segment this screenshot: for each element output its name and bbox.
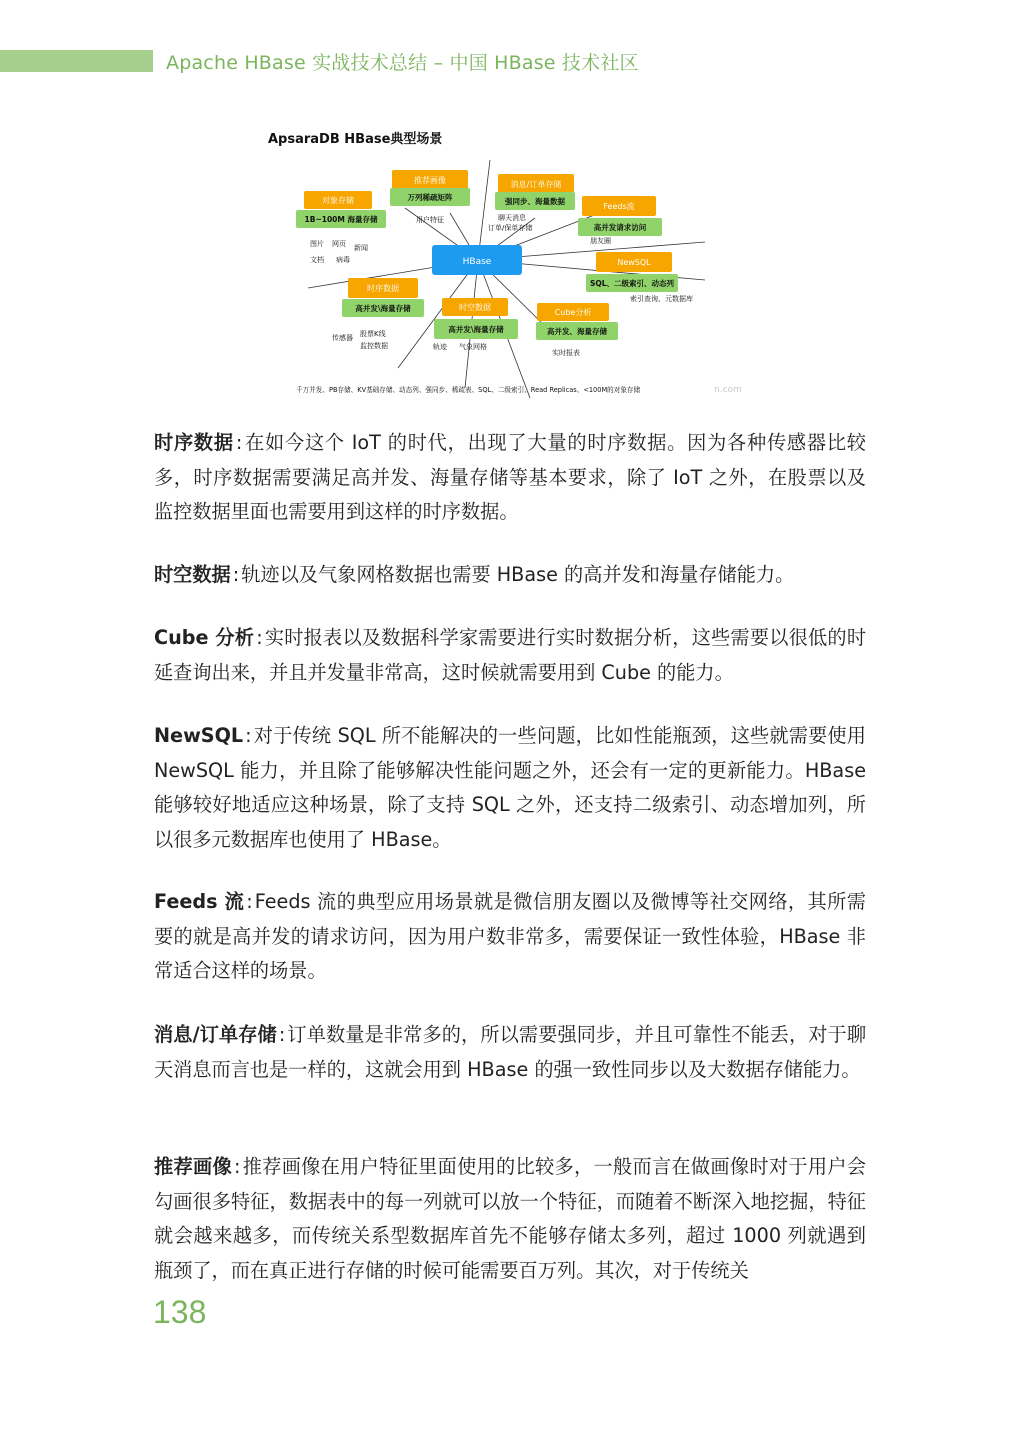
header-accent-bar (0, 50, 153, 72)
svg-text:文档: 文档 (310, 256, 324, 264)
term-recommend: 推荐画像 (154, 1155, 232, 1178)
svg-text:索引查询、元数据库: 索引查询、元数据库 (630, 295, 693, 303)
svg-text:股票K线: 股票K线 (360, 330, 386, 338)
paragraph-feeds: Feeds 流 : Feeds 流的典型应用场景就是微信朋友圈以及微博等社交网络，其所需要的就是高并发的请求访问，因为用户数非常多，需要保证一致性体验，HBase 非常适合这样的场景。 (154, 890, 866, 982)
svg-text:轨迹: 轨迹 (433, 343, 447, 351)
term-spatiotemporal: 时空数据 (154, 563, 231, 586)
svg-text:高并发\海量存储: 高并发\海量存储 (448, 325, 504, 334)
text-feeds: Feeds 流的典型应用场景就是微信朋友圈以及微博等社交网络，其所需要的就是高并发的请求访问，因为用户数非常多，需要保证一致性体验，HBase 非常适合这样的场景。 (154, 890, 866, 982)
svg-text:高并发、海量存储: 高并发、海量存储 (547, 327, 607, 336)
page-number: 138 (153, 1294, 207, 1330)
svg-text:传感器: 传感器 (332, 334, 353, 342)
text-recommend: 推荐画像在用户特征里面使用的比较多，一般而言在做画像时对于用户会勾画很多特征，数据表中的每一列就可以放一个特征，而随着不断深入地挖掘，特征就会越来越多，而传统关系型数据库首先不能够存储太多列，超过 1000 列就遇到瓶颈了，而在真正进行存储的时候可能需要百万列。其次，对于传统关 (154, 1155, 867, 1282)
svg-text:1B~100M 海量存储: 1B~100M 海量存储 (304, 215, 378, 224)
svg-text:消息/订单存储: 消息/订单存储 (510, 180, 562, 189)
text-timeseries: 在如今这个 IoT 的时代，出现了大量的时序数据。因为各种传感器比较多，时序数据需要满足高并发、海量存储等基本要求，除了 IoT 之外，在股票以及监控数据里面也需要用到这样的时序数据。 (154, 431, 866, 523)
svg-text:气象网格: 气象网格 (459, 343, 487, 351)
svg-text:高并发请求访问: 高并发请求访问 (593, 223, 647, 232)
node-newsql (586, 252, 693, 303)
paragraph-recommend: 推荐画像 : 推荐画像在用户特征里面使用的比较多，一般而言在做画像时对于用户会勾画很多特征，数据表中的每一列就可以放一个特征，而随着不断深入地挖掘，特征就会越来越多，而传统关系型数据库首先不能够存储太多列，超过 1000 列就遇到瓶颈了，而在真正进行存储的时候可能需要百万列。其次，对于传统关 (154, 1155, 867, 1282)
svg-text:实时报表: 实时报表 (552, 349, 580, 357)
text-newsql: 对于传统 SQL 所不能解决的一些问题，比如性能瓶颈，这些就需要使用 NewSQL 能力，并且除了能够解决性能问题之外，还会有一定的更新能力。HBase 能够较好地适应这种场景，除了支持 SQL 之外，还支持二级索引、动态增加列，所以很多元数据库也使用了 HBase。 (154, 724, 866, 851)
svg-text:Feeds流: Feeds流 (603, 202, 635, 211)
svg-text:SQL、二级索引、动态列: SQL、二级索引、动态列 (589, 279, 675, 288)
svg-text:对象存储: 对象存储 (322, 196, 354, 205)
svg-text:聊天消息: 聊天消息 (498, 214, 526, 222)
svg-text:NewSQL: NewSQL (617, 258, 651, 267)
svg-text:强同步、海量数据: 强同步、海量数据 (505, 197, 565, 206)
text-cube: 实时报表以及数据科学家需要进行实时数据分析，这些需要以很低的时延查询出来，并且并发量非常高，这时候就需要用到 Cube 的能力。 (154, 626, 867, 684)
text-message: 订单数量是非常多的，所以需要强同步，并且可靠性不能丢，对于聊天消息而言也是一样的，这就会用到 HBase 的强一致性同步以及大数据存储能力。 (154, 1023, 867, 1081)
node-message (488, 174, 575, 232)
node-timeseries (332, 278, 424, 350)
diagram-title: ApsaraDB HBase典型场景 (268, 132, 443, 147)
svg-text:订单/保单存储: 订单/保单存储 (488, 224, 533, 232)
watermark: n.com (714, 385, 742, 395)
paragraph-newsql: NewSQL : 对于传统 SQL 所不能解决的一些问题，比如性能瓶颈，这些就需要使用 NewSQL 能力，并且除了能够解决性能问题之外，还会有一定的更新能力。HBase 能够较好地适应这种场景，除了支持 SQL 之外，还支持二级索引、动态增加列，所以很多元数据库也使用了 HBase。 (154, 724, 866, 851)
text-spatiotemporal: 轨迹以及气象网格数据也需要 HBase 的高并发和海量存储能力。 (241, 563, 795, 586)
svg-text:朋友圈: 朋友圈 (590, 237, 611, 245)
scenarios-diagram (268, 118, 760, 408)
node-cube (536, 303, 618, 357)
node-spatiotemporal (433, 298, 518, 351)
paragraph-cube: Cube 分析 : 实时报表以及数据科学家需要进行实时数据分析，这些需要以很低的时延查询出来，并且并发量非常高，这时候就需要用到 Cube 的能力。 (154, 626, 867, 684)
svg-text:Cube分析: Cube分析 (554, 308, 592, 317)
svg-text:时序数据: 时序数据 (367, 284, 399, 293)
svg-text:时空数据: 时空数据 (459, 303, 491, 312)
term-timeseries: 时序数据 (154, 431, 234, 454)
term-newsql: NewSQL (154, 724, 244, 747)
paragraph-timeseries: 时序数据 : 在如今这个 IoT 的时代，出现了大量的时序数据。因为各种传感器比较多，时序数据需要满足高并发、海量存储等基本要求，除了 IoT 之外，在股票以及监控数据里面也需要用到这样的时序数据。 (154, 431, 866, 523)
svg-text:病毒: 病毒 (336, 256, 350, 264)
node-feeds (578, 196, 662, 245)
diagram-footer: 千万并发、PB存储、KV基础存储、动态列、强同步、稀疏表、SQL、二级索引、Read Replicas、<100M的对象存储 (296, 386, 641, 394)
svg-text:万列稀疏矩阵: 万列稀疏矩阵 (407, 193, 453, 202)
svg-text:网页: 网页 (332, 240, 346, 248)
svg-text:高并发\海量存储: 高并发\海量存储 (355, 304, 411, 313)
paragraph-message: 消息/订单存储 : 订单数量是非常多的，所以需要强同步，并且可靠性不能丢，对于聊天消息而言也是一样的，这就会用到 HBase 的强一致性同步以及大数据存储能力。 (154, 1023, 867, 1081)
svg-text:监控数据: 监控数据 (360, 342, 388, 350)
node-object (296, 191, 386, 264)
term-message: 消息/订单存储 (154, 1023, 277, 1046)
svg-text:用户特征: 用户特征 (416, 216, 444, 224)
term-cube: Cube 分析 (154, 626, 255, 649)
paragraph-spatiotemporal: 时空数据 : 轨迹以及气象网格数据也需要 HBase 的高并发和海量存储能力。 (154, 563, 795, 586)
svg-text:推荐画像: 推荐画像 (414, 176, 446, 185)
node-recommend (390, 170, 470, 224)
svg-text:HBase: HBase (462, 257, 492, 267)
svg-text:图片: 图片 (310, 240, 324, 248)
svg-text:新闻: 新闻 (354, 244, 368, 252)
running-header: Apache HBase 实战技术总结 – 中国 HBase 技术社区 (166, 52, 639, 74)
term-feeds: Feeds 流 (154, 890, 245, 913)
